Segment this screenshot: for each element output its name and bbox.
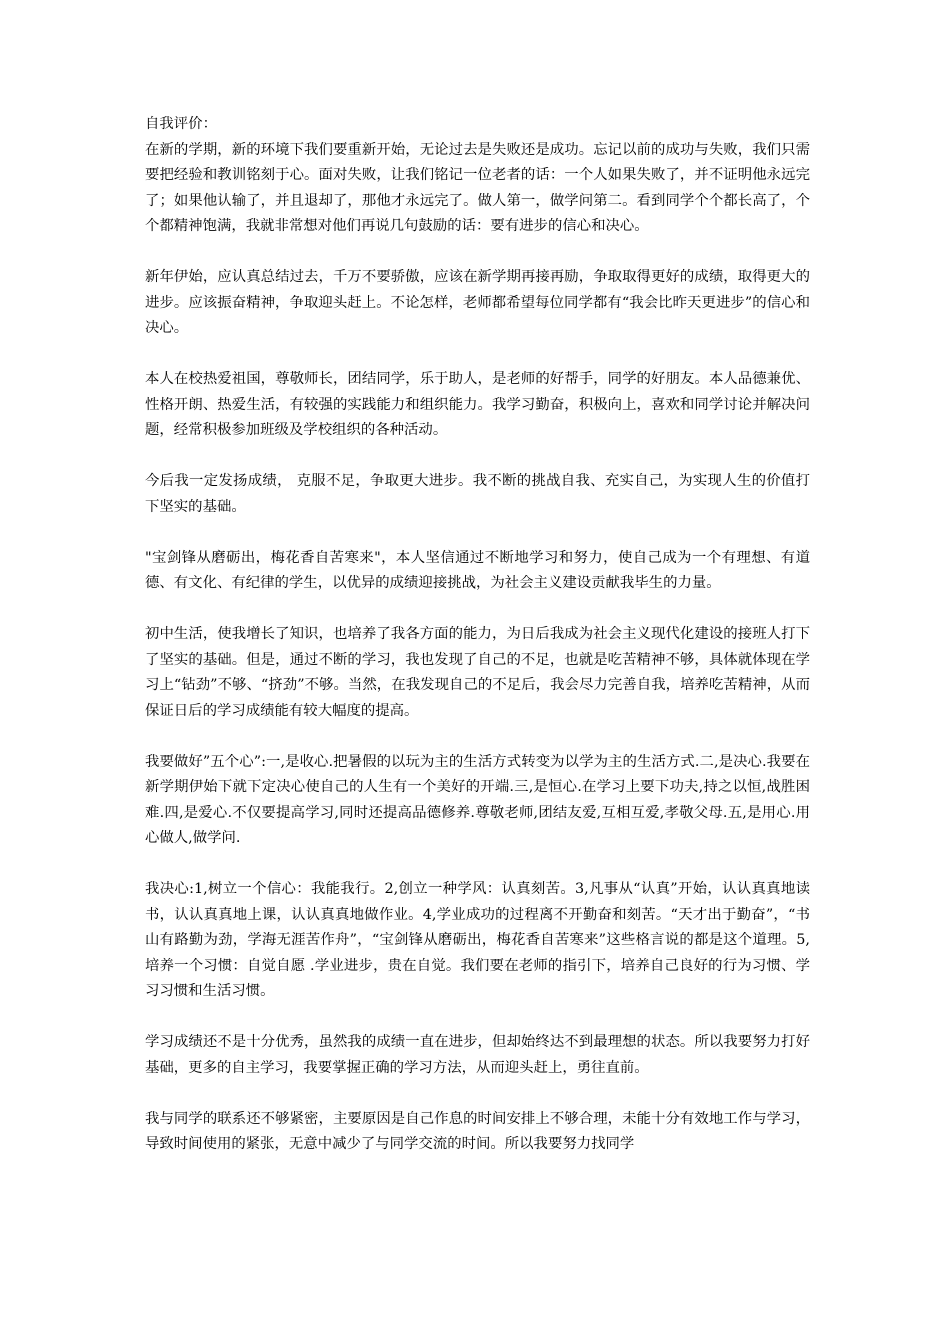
paragraph-5: "宝剑锋从磨砺出，梅花香自苦寒来"，本人坚信通过不断地学习和努力，使自己成为一个有理想、有道德、有文化、有纪律的学生，以优异的成绩迎接挑战，为社会主义建设贡献我毕生的力量。 — [145, 549, 810, 591]
paragraph-10: 我与同学的联系还不够紧密，主要原因是自己作息的时间安排上不够合理，未能十分有效地工作与学习，导致时间使用的紧张，无意中减少了与同学交流的时间。所以我要努力找同学 — [145, 1110, 810, 1152]
paragraph-4: 今后我一定发扬成绩， 克服不足，争取更大进步。我不断的挑战自我、充实自己，为实现人生的价值打下坚实的基础。 — [145, 473, 810, 515]
paragraph-3: 本人在校热爱祖国，尊敬师长，团结同学，乐于助人，是老师的好帮手，同学的好朋友。本人品德兼优、性格开朗、热爱生活，有较强的实践能力和组织能力。我学习勤奋，积极向上，喜欢和同学讨论并解决问题，经常积极参加班级及学校组织的各种活动。 — [145, 371, 810, 438]
paragraph-9: 学习成绩还不是十分优秀，虽然我的成绩一直在进步，但却始终达不到最理想的状态。所以我要努力打好基础，更多的自主学习，我要掌握正确的学习方法，从而迎头赶上，勇往直前。 — [145, 1034, 810, 1076]
paragraph-8: 我决心:1,树立一个信心：我能我行。2,创立一种学风：认真刻苦。3,凡事从“认真”开始，认认真真地读书，认认真真地上课，认认真真地做作业。4,学业成功的过程离不开勤奋和刻苦。“天才出于勤奋”，“书山有路勤为劲，学海无涯苦作舟”，“宝剑锋从磨砺出，梅花香自苦寒来”这些格言说的都是这个道理。5,培养一个习惯：自觉自愿 .学业进步，贵在自觉。我们要在老师的指引下，培养自己良好的行为习惯、学习习惯和生活习惯。 — [145, 881, 810, 999]
paragraph-7: 我要做好”五个心”:一,是收心.把暑假的以玩为主的生活方式转变为以学为主的生活方式.二,是决心.我要在新学期伊始下就下定决心使自己的人生有一个美好的开端.三,是恒心.在学习上要下功夫,持之以恒,战胜困难.四,是爱心.不仅要提高学习,同时还提高品德修养.尊敬老师,团结友爱,互相互爱,孝敬父母.五,是用心.用心做人,做学问. — [145, 753, 810, 846]
paragraph-2: 新年伊始，应认真总结过去，千万不要骄傲，应该在新学期再接再励，争取取得更好的成绩，取得更大的进步。应该振奋精神，争取迎头赶上。不论怎样，老师都希望每位同学都有“我会比昨天更进步”的信心和决心。 — [145, 269, 810, 336]
paragraph-1: 在新的学期，新的环境下我们要重新开始，无论过去是失败还是成功。忘记以前的成功与失败，我们只需要把经验和教训铭刻于心。面对失败，让我们铭记一位老者的话：一个人如果失败了，并不证明他永远完了；如果他认输了，并且退却了，那他才永远完了。做人第一，做学问第二。看到同学个个都长高了，个个都精神饱满，我就非常想对他们再说几句鼓励的话：要有进步的信心和决心。 — [145, 141, 810, 234]
paragraph-6: 初中生活，使我增长了知识，也培养了我各方面的能力，为日后我成为社会主义现代化建设的接班人打下了坚实的基础。但是，通过不断的学习，我也发现了自己的不足，也就是吃苦精神不够，具体就体现在学习上“钻劲”不够、“挤劲”不够。当然，在我发现自己的不足后，我会尽力完善自我，培养吃苦精神，从而保证日后的学习成绩能有较大幅度的提高。 — [145, 626, 810, 719]
document-title: 自我评价： — [145, 116, 217, 132]
document-body — [145, 112, 810, 1183]
